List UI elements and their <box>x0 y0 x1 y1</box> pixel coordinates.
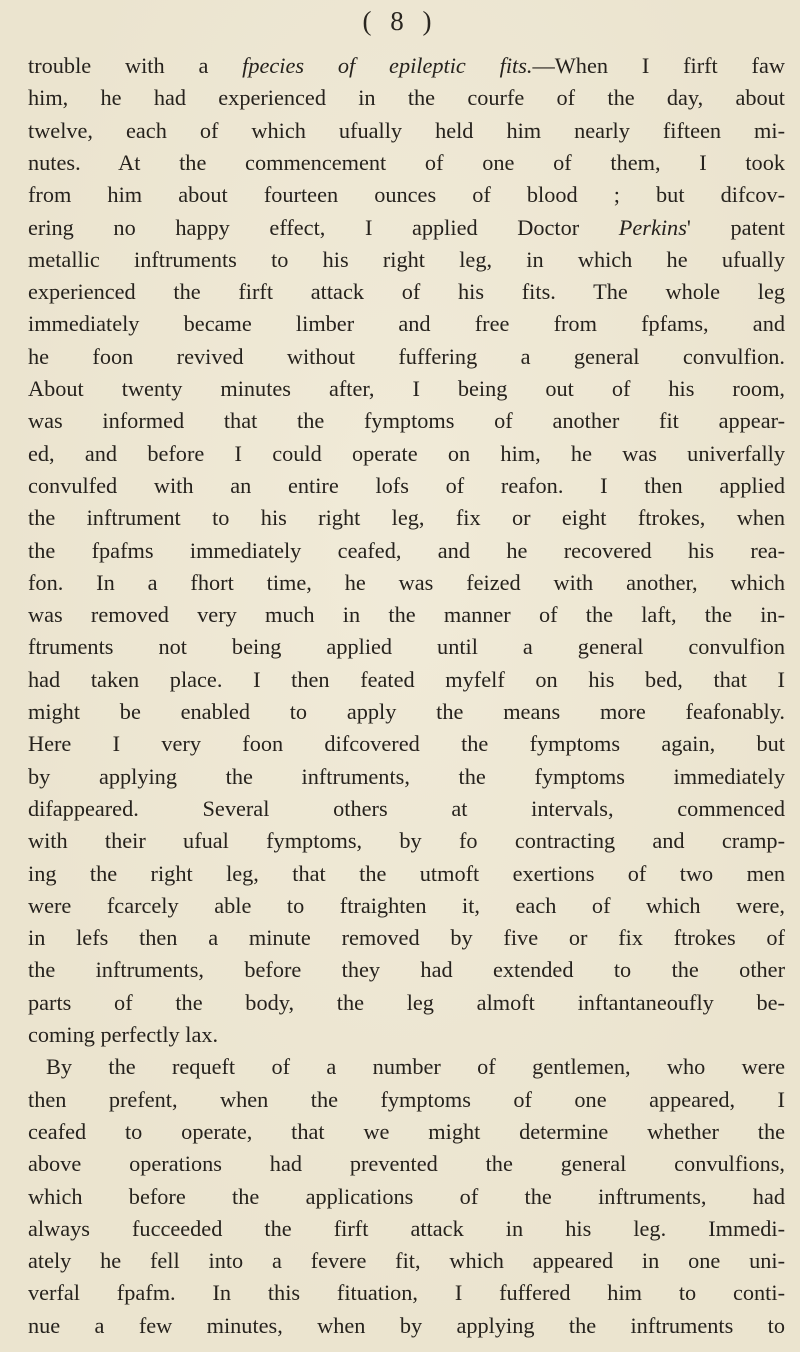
text-line <box>28 1279 785 1307</box>
text-run: was informed that the fymptoms of another fit appear- <box>28 408 785 434</box>
text-run: ceafed to operate, that we might determine whether the <box>28 1118 785 1144</box>
text-run: convulfed with an entire lofs of reafon. I then applied <box>28 472 785 498</box>
text-line <box>28 440 785 468</box>
text-line <box>28 989 785 1017</box>
text-line <box>28 892 785 920</box>
text-run: he foon revived without fuffering a general convulfion. <box>28 343 785 369</box>
text-line <box>28 827 785 855</box>
text-run: By the requeft of a number of gentlemen, who were <box>46 1054 785 1080</box>
text-line <box>28 860 785 888</box>
text-run: with their ufual fymptoms, by fo contracting and cramp- <box>28 828 785 854</box>
text-run: —When I firft faw <box>532 53 785 78</box>
text-run: Here I very foon difcovered the fymptoms again, but <box>28 731 785 757</box>
text-line <box>28 84 785 112</box>
text-run: twelve, each of which ufually held him nearly fifteen mi- <box>28 117 785 143</box>
text-run: ately he fell into a fevere fit, which appeared in one uni- <box>28 1248 785 1274</box>
italic-text: Perkins <box>618 214 687 240</box>
text-line <box>28 214 785 242</box>
text-line <box>28 407 785 435</box>
text-run: nutes. At the commencement of one of them, I took <box>28 149 785 175</box>
text-run: difappeared. Several others at intervals, commenced <box>28 795 785 821</box>
text-line <box>28 698 785 726</box>
text-line <box>28 763 785 791</box>
text-run: always fucceeded the firft attack in his leg. Immedi- <box>28 1215 785 1241</box>
text-run: then prefent, when the fymptoms of one appeared, I <box>28 1086 785 1112</box>
text-run: nue a few minutes, when by applying the inftruments to <box>28 1312 785 1338</box>
text-line <box>28 1183 785 1211</box>
text-line <box>28 343 785 371</box>
text-run: About twenty minutes after, I being out of his room, <box>28 376 785 401</box>
text-run: which before the applications of the inftruments, had <box>28 1183 785 1209</box>
text-line <box>28 472 785 500</box>
text-run: ftruments not being applied until a general convulfion <box>28 634 785 660</box>
text-line <box>28 633 785 661</box>
text-line <box>28 666 785 694</box>
text-run: was removed very much in the manner of the laft, the in- <box>28 602 785 628</box>
text-run: the inftruments, before they had extended to the other <box>28 957 785 983</box>
text-run: parts of the body, the leg almoft inftantaneoufly be- <box>28 989 785 1015</box>
text-line <box>28 1021 785 1049</box>
text-run: the inftrument to his right leg, fix or eight ftrokes, when <box>28 505 785 531</box>
text-run: from him about fourteen ounces of blood ; but difcov- <box>28 182 785 208</box>
text-line <box>28 730 785 758</box>
text-run: ed, and before I could operate on him, he was univerfally <box>28 440 785 466</box>
text-line <box>28 246 785 274</box>
text-run: coming perfectly lax. <box>28 1022 219 1047</box>
text-run: experienced the firft attack of his fits. The whole leg <box>28 279 785 305</box>
text-line <box>28 149 785 177</box>
text-line <box>28 117 785 145</box>
text-line <box>28 310 785 338</box>
text-line <box>28 569 785 597</box>
text-run: metallic inftruments to his right leg, in which he ufually <box>28 246 785 272</box>
text-line <box>28 1086 785 1114</box>
text-run: by applying the inftruments, the fymptoms immediately <box>28 763 785 789</box>
text-line <box>46 1053 785 1081</box>
text-run: above operations had prevented the general convulfions, <box>28 1151 785 1177</box>
text-line <box>28 956 785 984</box>
text-run: in lefs then a minute removed by five or fix ftrokes of <box>28 925 785 951</box>
text-run: him, he had experienced in the courfe of the day, about <box>28 85 785 111</box>
text-run: ing the right leg, that the utmoft exertions of two men <box>28 860 785 886</box>
text-run: had taken place. I then feated myfelf on his bed, that I <box>28 666 785 692</box>
text-run: ' patent <box>686 214 785 240</box>
text-run: the fpafms immediately ceafed, and he recovered his rea- <box>28 537 785 563</box>
text-line <box>28 1312 785 1340</box>
text-line <box>28 375 785 403</box>
text-line <box>28 1150 785 1178</box>
text-run: might be enabled to apply the means more feafonably. <box>28 699 785 724</box>
text-line <box>28 504 785 532</box>
text-run: immediately became limber and free from fpfams, and <box>28 311 785 337</box>
text-line <box>28 52 785 80</box>
page-number: ( 8 ) <box>362 6 438 36</box>
text-line <box>28 1118 785 1146</box>
text-line <box>28 601 785 629</box>
text-run: ering no happy effect, I applied Doctor <box>28 214 619 240</box>
text-run: fon. In a fhort time, he was feized with another, which <box>28 569 785 595</box>
text-line <box>28 1215 785 1243</box>
text-line <box>28 924 785 952</box>
text-run: were fcarcely able to ftraighten it, each of which were, <box>28 892 785 918</box>
text-line <box>28 181 785 209</box>
italic-text: fpecies of epileptic fits. <box>242 53 533 78</box>
text-line <box>28 795 785 823</box>
text-line <box>28 537 785 565</box>
text-run: trouble with a <box>28 53 243 78</box>
text-line <box>28 278 785 306</box>
text-run: verfal fpafm. In this fituation, I fuffered him to conti- <box>28 1280 785 1306</box>
text-line <box>28 1247 785 1275</box>
